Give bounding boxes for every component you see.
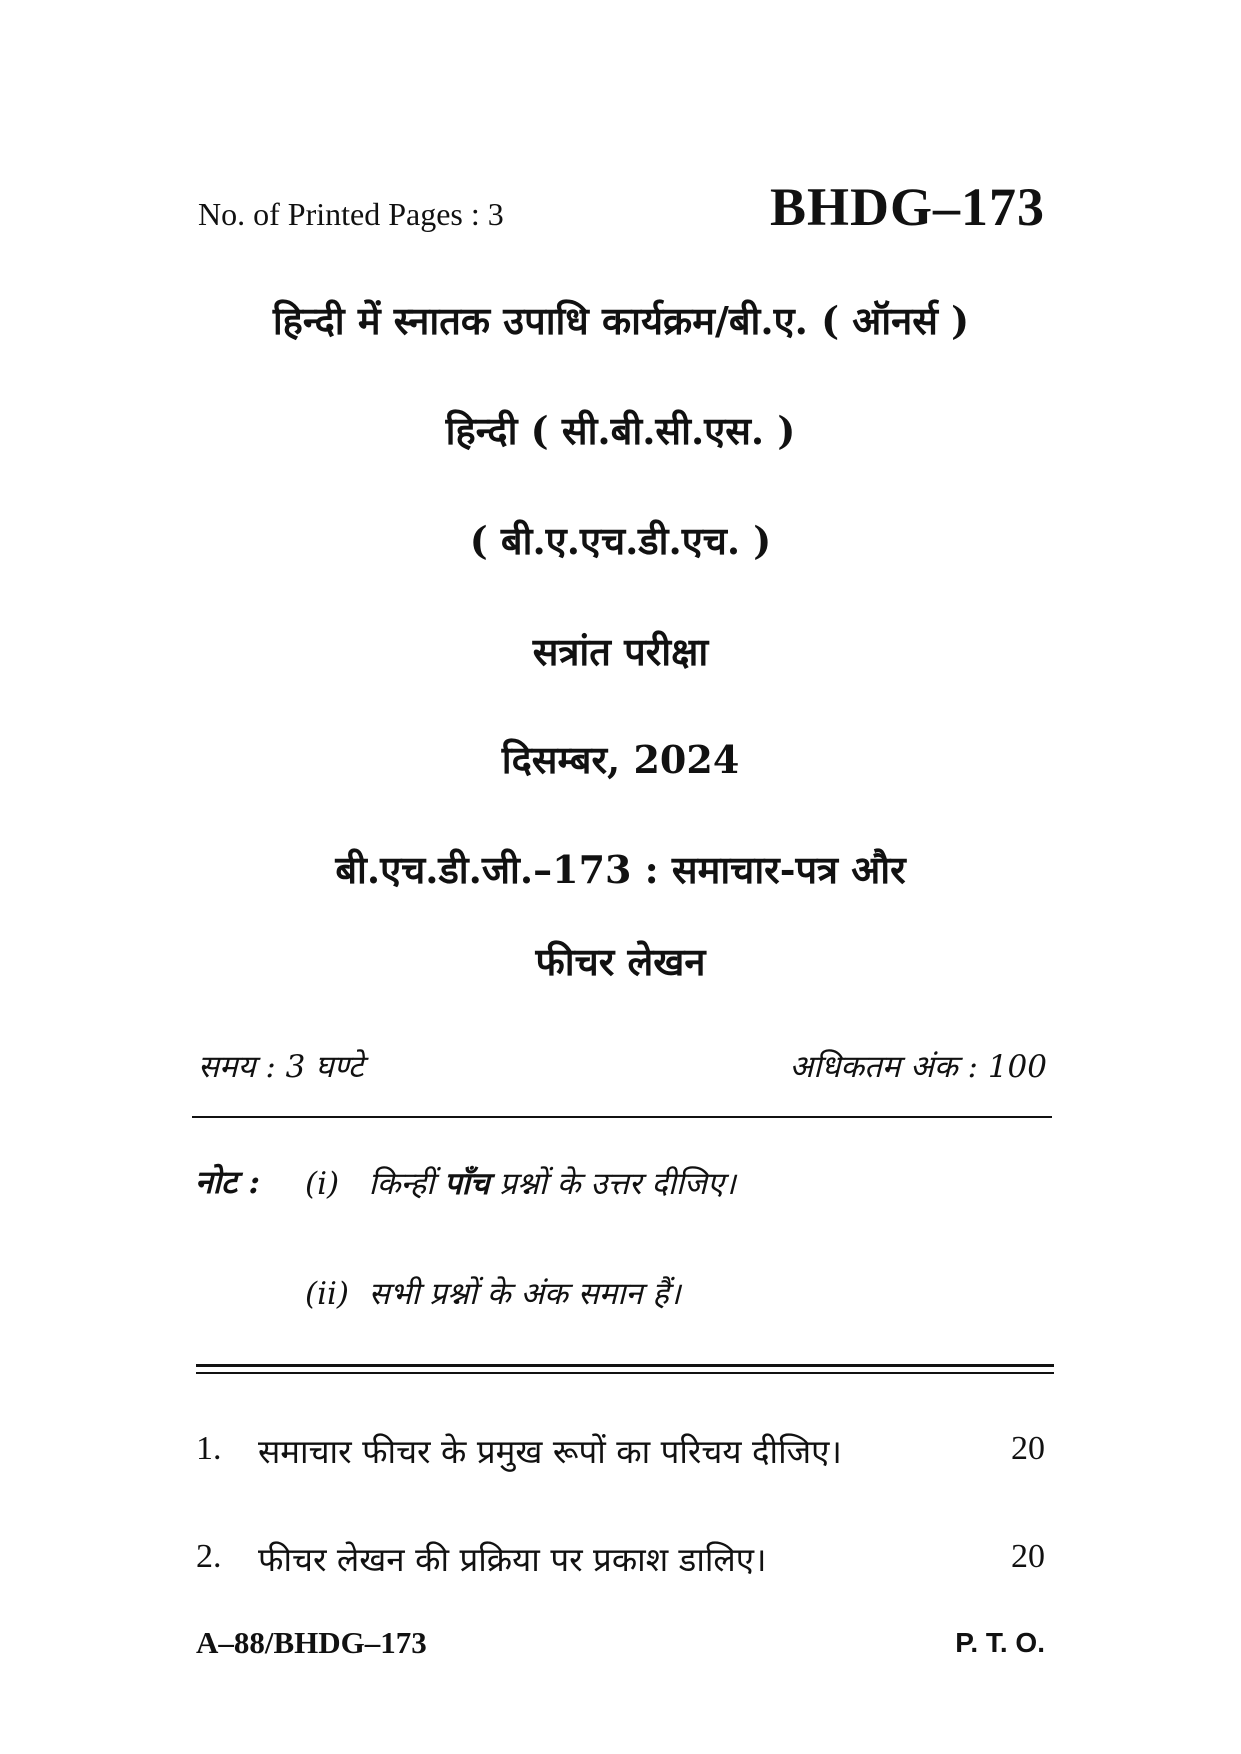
divider-line (192, 1116, 1052, 1118)
printed-pages-count: No. of Printed Pages : 3 (198, 196, 504, 232)
note-item-1-text-pre: किन्हीं (368, 1166, 435, 1202)
paper-code: BHDG–173 (769, 177, 1045, 237)
programme-code: ( बी.ए.एच.डी.एच. ) (469, 518, 772, 563)
question-1-text: समाचार फीचर के प्रमुख रूपों का परिचय दीजिए। (258, 1432, 842, 1471)
question-2-marks: 20 (1011, 1538, 1045, 1575)
double-divider-top (196, 1364, 1054, 1367)
note-item-2-number: (ii) (305, 1276, 350, 1312)
programme-title: हिन्दी में स्नातक उपाधि कार्यक्रम/बी.ए. ( ऑनर्स ) (272, 298, 970, 343)
note-item-1-emphasis: पाँच (444, 1166, 490, 1202)
note-item-1-number: (i) (305, 1166, 340, 1202)
time-allowed: समय : 3 घण्टे (198, 1049, 364, 1085)
note-item-2 (305, 1272, 681, 1314)
note-label: नोट : (195, 1163, 261, 1201)
exam-date: दिसम्बर, 2024 (501, 737, 740, 782)
footer-paper-code: A–88/BHDG–173 (196, 1625, 427, 1660)
double-divider-bottom (196, 1372, 1054, 1374)
question-1-marks: 20 (1011, 1430, 1045, 1467)
subject-title: हिन्दी ( सी.बी.सी.एस. ) (445, 408, 796, 453)
course-title-line-2: फीचर लेखन (535, 939, 706, 984)
note-item-2-text: सभी प्रश्नों के अंक समान हैं। (368, 1276, 681, 1312)
note-item-1 (305, 1162, 736, 1204)
please-turn-over: P. T. O. (955, 1627, 1045, 1658)
course-title-line-1: बी.एच.डी.जी.–173 : समाचार-पत्र और (335, 847, 906, 892)
exam-title: सत्रांत परीक्षा (532, 629, 709, 674)
question-2-text: फीचर लेखन की प्रक्रिया पर प्रकाश डालिए। (258, 1540, 767, 1579)
question-2-number: 2. (196, 1538, 222, 1575)
note-item-1-text-post: प्रश्नों के उत्तर दीजिए। (499, 1166, 736, 1202)
maximum-marks: अधिकतम अंक : 100 (789, 1049, 1047, 1085)
question-1-number: 1. (196, 1430, 222, 1467)
